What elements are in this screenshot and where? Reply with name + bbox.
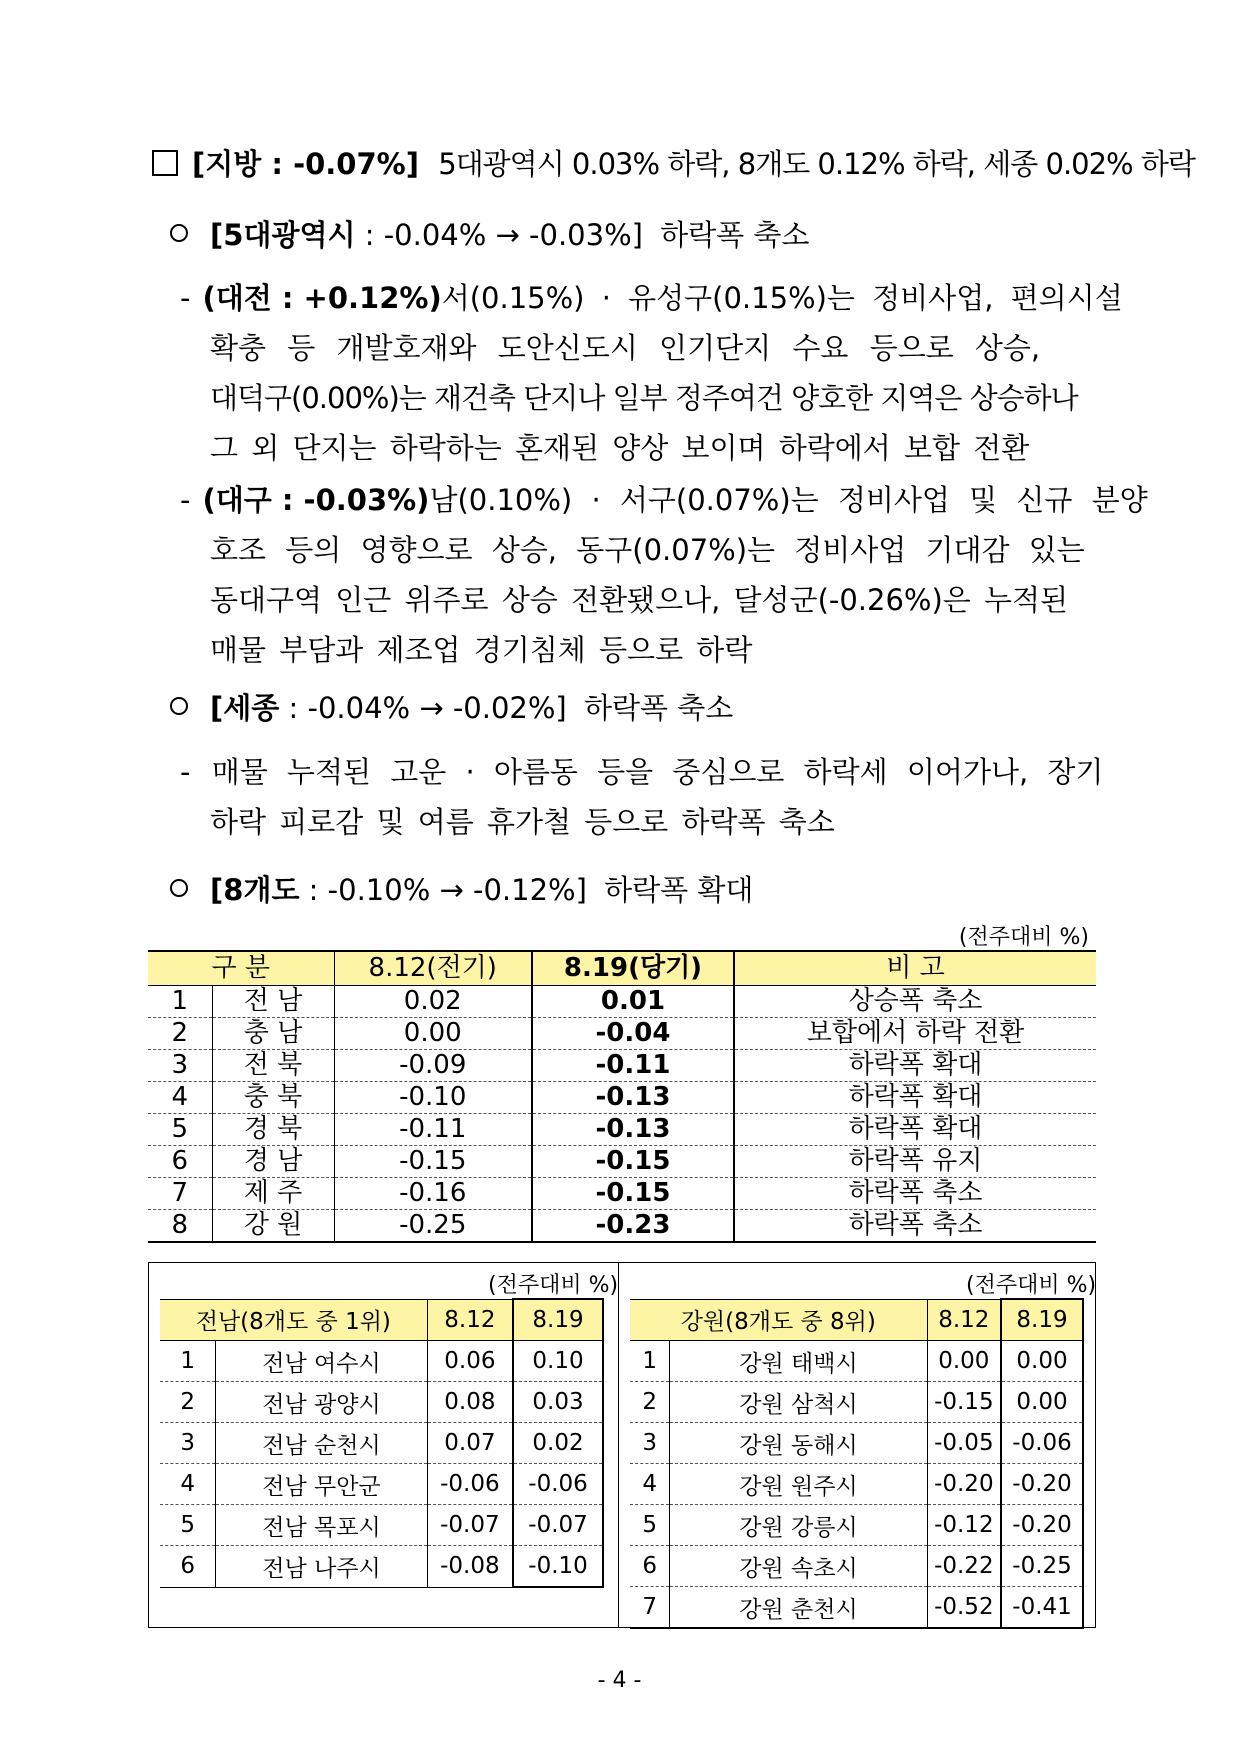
rank-cell: 1 [148,986,212,1018]
city-cell: 전남 순천시 [216,1423,427,1464]
table-header-row [630,1299,1083,1341]
curr-cell: -0.13 [532,1082,734,1114]
table-row [160,1423,603,1464]
right-header-curr: 8.19 [1001,1299,1083,1341]
curr-cell: -0.15 [532,1146,734,1178]
region-cell: 경 북 [212,1114,334,1146]
prev-cell: 0.00 [334,1018,532,1050]
daejeon-tag: (대전 : +0.12%) [202,281,442,315]
city-cell: 전남 광양시 [216,1382,427,1423]
curr-cell: -0.07 [513,1505,603,1546]
table-row [630,1382,1083,1423]
rank-cell: 6 [160,1546,216,1588]
table-row [630,1546,1083,1587]
provinces-range: : -0.10% → -0.12%] [299,873,587,907]
sejong-tag: [세종 [210,691,280,725]
note-cell: 하락폭 확대 [734,1114,1096,1146]
city-cell: 전남 무안군 [216,1464,427,1505]
rank-cell: 3 [148,1050,212,1082]
header-curr: 8.19(당기) [532,951,734,986]
left-header-title: 전남(8개도 중 1위) [160,1299,427,1341]
curr-cell: -0.41 [1001,1587,1083,1629]
note-cell: 보합에서 하락 전환 [734,1018,1096,1050]
curr-cell: -0.13 [532,1114,734,1146]
daejeon-line1-rest: 서(0.15%) · 유성구(0.15%)는 정비사업, 편의시설 [441,281,1123,315]
dash-bullet: - [180,483,191,517]
rank-cell: 6 [630,1546,670,1587]
daejeon-line4: 그 외 단지는 하락하는 혼재된 양상 보이며 하락에서 보합 전환 [210,431,1030,465]
dash-bullet: - [180,755,191,789]
region-cell: 제 주 [212,1178,334,1210]
provinces-label: 하락폭 확대 [604,873,754,907]
prev-cell: -0.09 [334,1050,532,1082]
note-cell: 하락폭 축소 [734,1178,1096,1210]
daegu-line2: 호조 등의 영향으로 상승, 동구(0.07%)는 정비사업 기대감 있는 [210,533,1085,567]
jeonnam-table [160,1298,604,1588]
prev-cell: -0.52 [927,1587,1001,1629]
header-prev: 8.12(전기) [334,951,532,986]
daegu-line4: 매물 부담과 제조업 경기침체 등으로 하락 [210,633,753,667]
header-note: 비 고 [734,951,1096,986]
rank-cell: 5 [630,1505,670,1546]
metro-tag: [5대광역시 [210,218,356,252]
rank-cell: 7 [148,1178,212,1210]
note-cell: 상승폭 축소 [734,986,1096,1018]
region-cell: 전 남 [212,986,334,1018]
circle-bullet-icon [170,697,188,715]
table-row [148,1178,1096,1210]
curr-cell: -0.15 [532,1178,734,1210]
curr-cell: -0.04 [532,1018,734,1050]
daejeon-line2: 확충 등 개발호재와 도안신도시 인기단지 수요 등으로 상승, [210,331,1041,365]
provinces-tag: [8개도 [210,873,300,907]
left-header-prev: 8.12 [427,1299,513,1341]
daegu-line1-rest: 남(0.10%) · 서구(0.07%)는 정비사업 및 신규 분양 [429,483,1148,517]
main-table-unit: (전주대비 %) [958,925,1089,950]
left-header-curr: 8.19 [513,1299,603,1341]
table-row [148,1210,1096,1243]
page-number: - 4 - [597,1668,642,1693]
curr-cell: 0.03 [513,1382,603,1423]
prev-cell: -0.25 [334,1210,532,1243]
right-header-title: 강원(8개도 중 8위) [630,1299,927,1341]
city-cell: 전남 나주시 [216,1546,427,1588]
rank-cell: 6 [148,1146,212,1178]
prev-cell: -0.15 [334,1146,532,1178]
table-row [148,1146,1096,1178]
region-cell: 경 남 [212,1146,334,1178]
table-row [630,1423,1083,1464]
daegu-line1 [180,480,1148,520]
table-row [148,1050,1096,1082]
right-header-prev: 8.12 [927,1299,1001,1341]
sejong-subheading [170,688,733,728]
prev-cell: -0.15 [927,1382,1001,1423]
sub-tables-divider [618,1262,619,1628]
city-cell: 강원 속초시 [670,1546,927,1587]
region-cell: 강 원 [212,1210,334,1243]
note-cell: 하락폭 확대 [734,1050,1096,1082]
right-table-unit: (전주대비 %) [966,1273,1097,1298]
heading-tag: [지방 : -0.07%] [192,147,419,181]
note-cell: 하락폭 유지 [734,1146,1096,1178]
daejeon-line3: 대덕구(0.00%)는 재건축 단지나 일부 정주여건 양호한 지역은 상승하나 [210,381,1078,415]
rank-cell: 5 [148,1114,212,1146]
circle-bullet-icon [170,879,188,897]
city-cell: 강원 춘천시 [670,1587,927,1629]
metro-range: : -0.04% → -0.03%] [355,218,643,252]
prev-cell: -0.06 [427,1464,513,1505]
curr-cell: -0.11 [532,1050,734,1082]
left-table-unit: (전주대비 %) [488,1273,619,1298]
region-cell: 충 남 [212,1018,334,1050]
rank-cell: 3 [160,1423,216,1464]
gangwon-table [630,1298,1084,1629]
region-cell: 전 북 [212,1050,334,1082]
prev-cell: -0.08 [427,1546,513,1588]
table-header-row [160,1299,603,1341]
prev-cell: 0.08 [427,1382,513,1423]
curr-cell: -0.06 [1001,1423,1083,1464]
prev-cell: -0.12 [927,1505,1001,1546]
sejong-line2: 하락 피로감 및 여름 휴가철 등으로 하락폭 축소 [210,805,835,839]
sejong-range: : -0.04% → -0.02%] [279,691,567,725]
daegu-line3: 동대구역 인근 위주로 상승 전환됐으나, 달성군(-0.26%)은 누적된 [210,583,1069,617]
table-row [160,1505,603,1546]
rank-cell: 1 [630,1341,670,1382]
curr-cell: -0.06 [513,1464,603,1505]
prev-cell: -0.22 [927,1546,1001,1587]
curr-cell: -0.25 [1001,1546,1083,1587]
table-row [160,1382,603,1423]
rank-cell: 4 [160,1464,216,1505]
metro-label: 하락폭 축소 [660,218,810,252]
prev-cell: 0.06 [427,1341,513,1382]
curr-cell: 0.00 [1001,1382,1083,1423]
city-cell: 전남 목포시 [216,1505,427,1546]
curr-cell: 0.00 [1001,1341,1083,1382]
city-cell: 강원 동해시 [670,1423,927,1464]
prev-cell: -0.11 [334,1114,532,1146]
region-cell: 충 북 [212,1082,334,1114]
city-cell: 전남 여수시 [216,1341,427,1382]
table-row [148,986,1096,1018]
city-cell: 강원 강릉시 [670,1505,927,1546]
curr-cell: -0.10 [513,1546,603,1588]
curr-cell: 0.01 [532,986,734,1018]
table-row [148,1114,1096,1146]
curr-cell: 0.10 [513,1341,603,1382]
table-row [630,1464,1083,1505]
prev-cell: -0.07 [427,1505,513,1546]
checkbox-square-icon [152,150,178,176]
heading-text: 5대광역시 0.03% 하락, 8개도 0.12% 하락, 세종 0.02% 하락 [438,147,1195,181]
sejong-line1 [180,752,1103,792]
rank-cell: 2 [148,1018,212,1050]
curr-cell: -0.20 [1001,1505,1083,1546]
table-row [630,1587,1083,1629]
note-cell: 하락폭 축소 [734,1210,1096,1243]
prev-cell: 0.02 [334,986,532,1018]
section-heading [152,144,1195,184]
province-table [148,950,1096,1243]
daejeon-line1 [180,278,1123,318]
rank-cell: 1 [160,1341,216,1382]
curr-cell: -0.23 [532,1210,734,1243]
city-cell: 강원 원주시 [670,1464,927,1505]
table-row [148,1082,1096,1114]
prev-cell: -0.05 [927,1423,1001,1464]
city-cell: 강원 삼척시 [670,1382,927,1423]
curr-cell: 0.02 [513,1423,603,1464]
circle-bullet-icon [170,224,188,242]
sejong-label: 하락폭 축소 [583,691,734,725]
rank-cell: 2 [160,1382,216,1423]
table-row [160,1464,603,1505]
provinces-subheading [170,870,753,910]
rank-cell: 4 [630,1464,670,1505]
rank-cell: 7 [630,1587,670,1629]
header-category: 구 분 [148,951,334,986]
sejong-line1-text: 매물 누적된 고운 · 아름동 등을 중심으로 하락세 이어가나, 장기 [211,755,1104,789]
curr-cell: -0.20 [1001,1464,1083,1505]
prev-cell: -0.10 [334,1082,532,1114]
table-row [630,1505,1083,1546]
rank-cell: 2 [630,1382,670,1423]
table-row [148,1018,1096,1050]
table-header-row [148,951,1096,986]
prev-cell: -0.16 [334,1178,532,1210]
prev-cell: 0.00 [927,1341,1001,1382]
rank-cell: 3 [630,1423,670,1464]
prev-cell: -0.20 [927,1464,1001,1505]
table-row [630,1341,1083,1382]
prev-cell: 0.07 [427,1423,513,1464]
rank-cell: 8 [148,1210,212,1243]
table-row [160,1341,603,1382]
city-cell: 강원 태백시 [670,1341,927,1382]
table-row [160,1546,603,1588]
dash-bullet: - [180,281,191,315]
metro-subheading [170,215,809,255]
daegu-tag: (대구 : -0.03%) [202,483,430,517]
rank-cell: 5 [160,1505,216,1546]
note-cell: 하락폭 확대 [734,1082,1096,1114]
rank-cell: 4 [148,1082,212,1114]
